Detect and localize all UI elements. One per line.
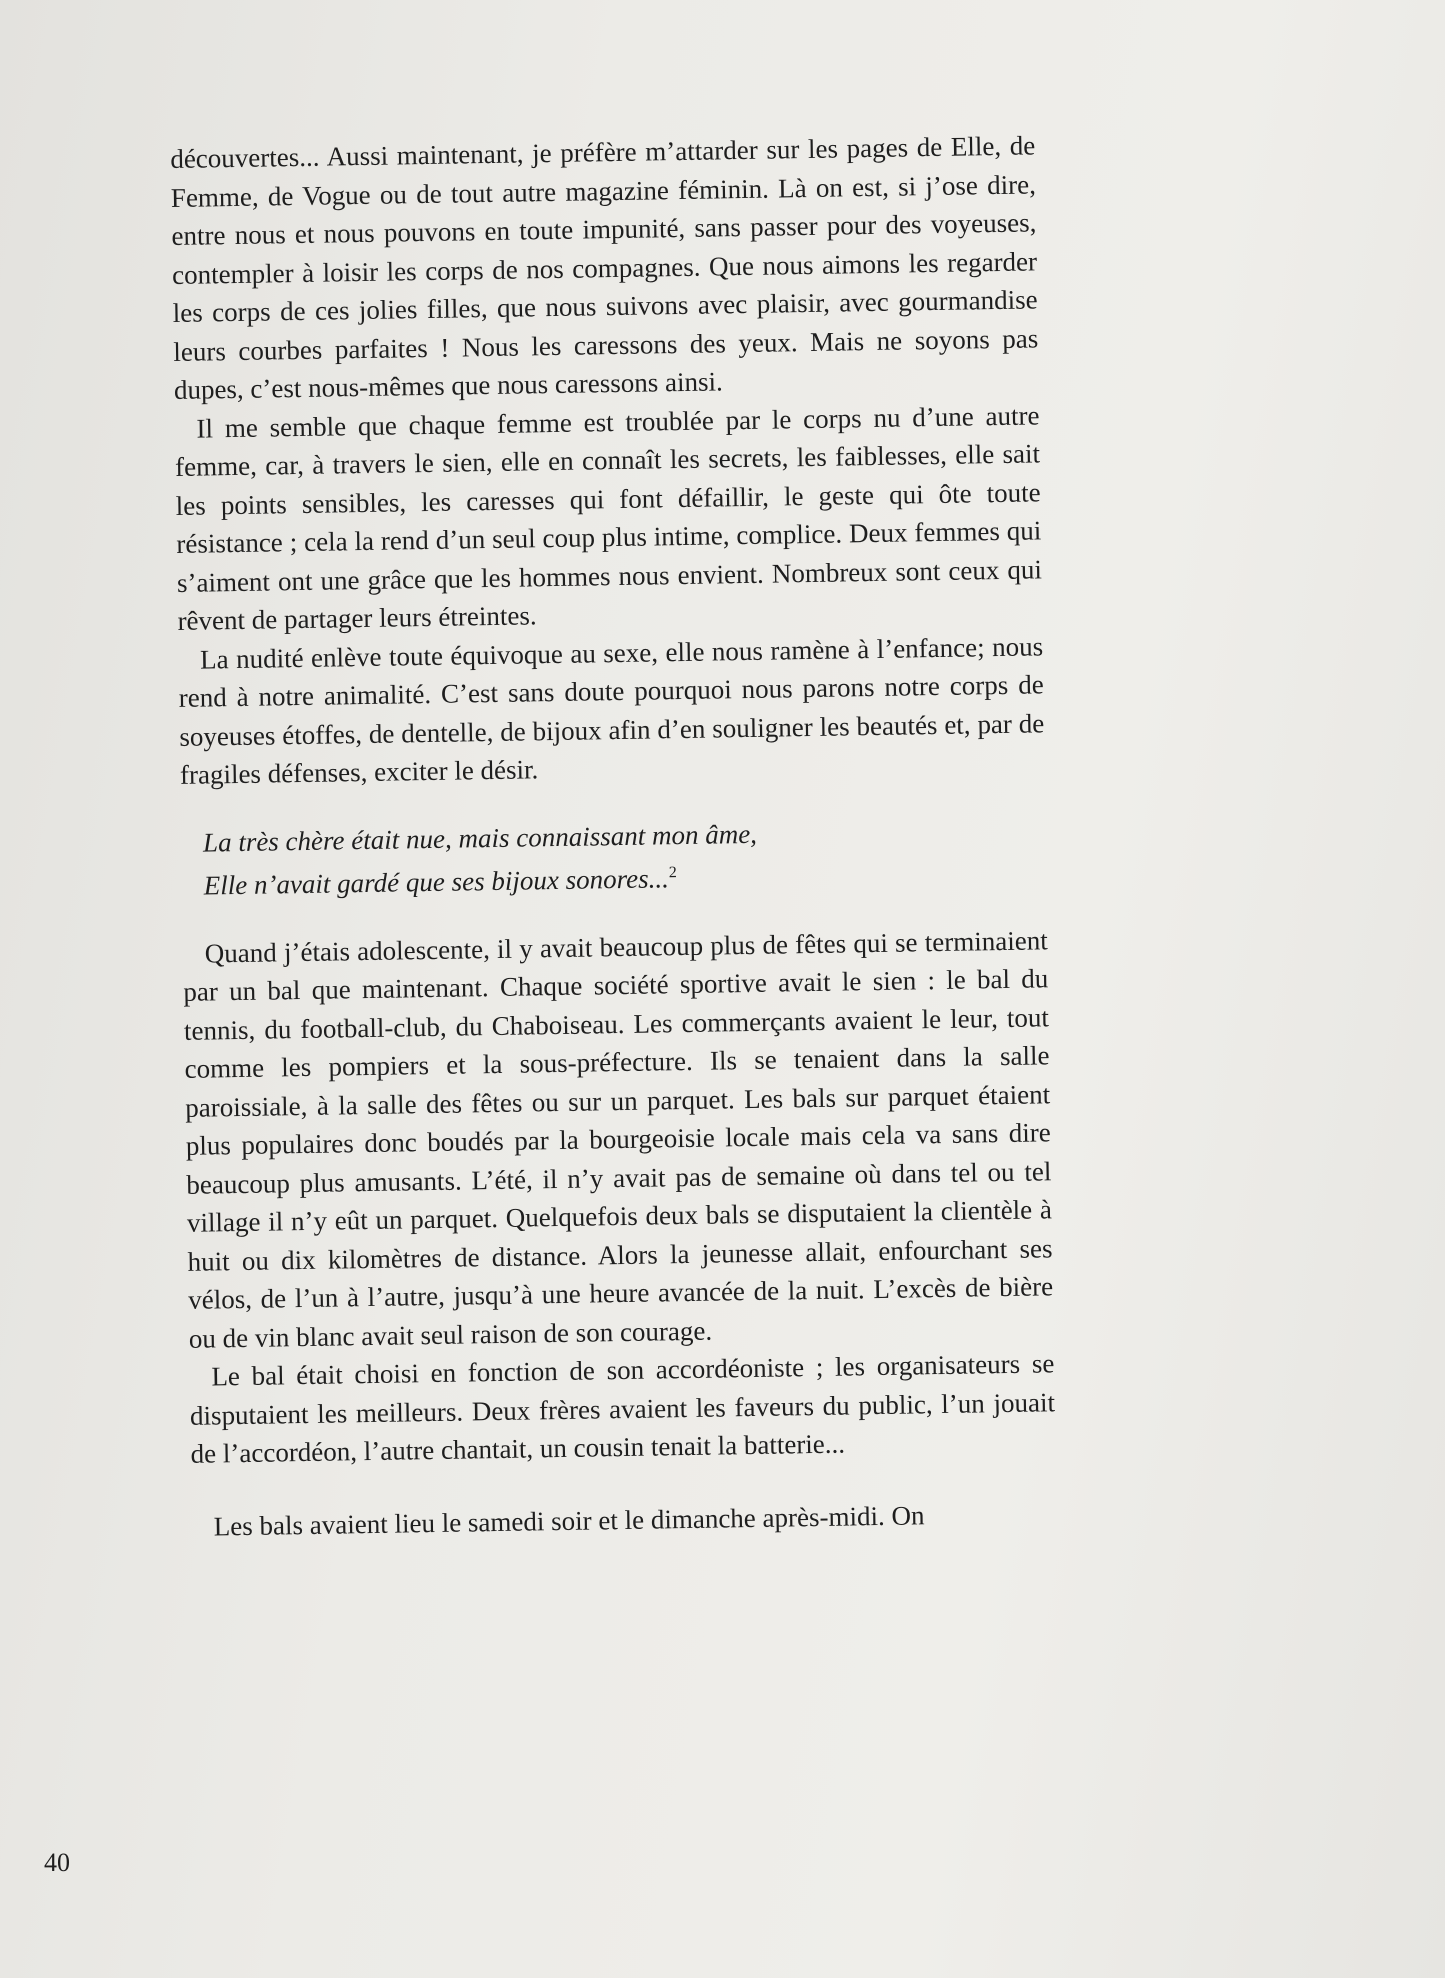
paragraph-saturday-sunday: Les bals avaient lieu le samedi soir et le dimanche après-midi. On (213, 1499, 925, 1541)
footnote-marker: 2 (668, 863, 677, 881)
paragraph-balls-adolescence: Quand j’étais adolescente, il y avait beaucoup plus de fêtes qui se terminaient par un bal que maintenant. Chaque société sportive avait le sien : le bal du tennis, du football-club, du Chaboiseau. Les commerçants avaient le leur, tout comme les pompiers et la sous-préfecture. Ils se tenaient dans la salle paroissiale, à la salle des fêtes ou sur un parquet. Les bals sur parquet étaient plus populaires donc boudés par la bourgeoisie locale mais cela va sans dire beaucoup plus amusants. L’été, il n’y avait pas de semaine où dans tel ou tel village il n’y eût un parquet. Quelquefois deux bals se disputaient la clientèle à huit ou dix kilomètres de distance. Alors la jeunesse allait, enfourchant ses vélos, de l’un à l’autre, jusqu’à une heure avancée de la nuit. L’excès de bière ou de vin blanc avait seul raison de son courage. (183, 924, 1054, 1354)
paragraph-magazines: découvertes... Aussi maintenant, je préfère m’attarder sur les pages de Elle, de Femme, de Vogue ou de tout autre magazine féminin. Là on est, si j’ose dire, entre nous et nous pouvons en toute impunité, sans passer pour des voyeuses, contempler à loisir les corps de nos compagnes. Que nous aimons les regarder les corps de ces jolies filles, que nous suivons avec plaisir, avec gourmandise leurs courbes parfaites ! Nous les caressons des yeux. Mais ne soyons pas dupes, c’est nous-mêmes que nous caressons ainsi. (170, 130, 1039, 405)
poem-quote (203, 811, 1047, 904)
paragraph-nudity: La nudité enlève toute équivoque au sexe, elle nous ramène à l’enfance; nous rend à notre animalité. C’est sans doute pourquoi nous parons notre corps de soyeuses étoffes, de dentelle, de bijoux afin d’en souligner les beautés et, par de fragiles défenses, exciter le désir. (178, 630, 1045, 790)
paragraph-accordionist: Le bal était choisi en fonction de son accordéoniste ; les organisateurs se disputaient les meilleurs. Deux frères avaient les faveurs du public, l’un jouait de l’accordéon, l’autre chantait, un cousin tenait la batterie... (189, 1348, 1056, 1469)
page-number: 40 (44, 1848, 70, 1877)
poem-line-1: La très chère était nue, mais connaissant mon âme, (202, 818, 758, 858)
paragraph-troubled-by-body: Il me semble que chaque femme est troublée par le corps nu d’une autre femme, car, à travers le sien, elle en connaît les secrets, les faiblesses, elle sait les points sensibles, les caresses qui font défaillir, le geste qui ôte toute résistance ; cela la rend d’un seul coup plus intime, complice. Deux femmes qui s’aiment ont une grâce que les hommes nous envient. Nombreux sont ceux qui rêvent de partager leurs étreintes. (174, 399, 1043, 636)
body-text (170, 126, 1057, 1545)
poem-line-2-text: Elle n’avait gardé que ses bijoux sonores... (203, 862, 670, 901)
